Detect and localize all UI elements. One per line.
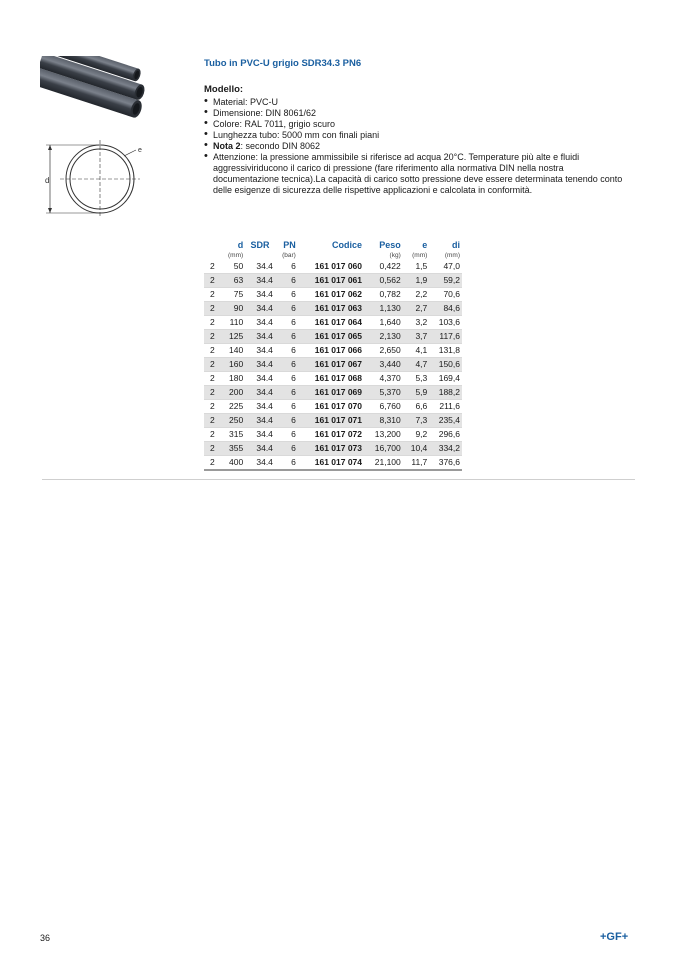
table-row [204, 372, 462, 386]
cell-sdr: 34.4 [245, 330, 275, 344]
cell-sdr: 34.4 [245, 302, 275, 316]
cell-di: 70,6 [429, 288, 462, 302]
cell-code: 161 017 070 [298, 400, 364, 414]
spec-bullet-item [204, 97, 624, 108]
cell-code: 161 017 073 [298, 442, 364, 456]
product-title: Tubo in PVC-U grigio SDR34.3 PN6 [204, 58, 362, 69]
cell-di: 296,6 [429, 428, 462, 442]
cell-d: 90 [220, 302, 245, 316]
cell-d: 75 [220, 288, 245, 302]
cell-n: 2 [204, 316, 220, 330]
cell-d: 180 [220, 372, 245, 386]
table-row [204, 330, 462, 344]
unit-e: (mm) [412, 252, 428, 259]
spec-bullet-text: : secondo DIN 8062 [240, 141, 321, 151]
cell-pn: 6 [275, 344, 298, 358]
cell-sdr: 34.4 [245, 442, 275, 456]
cell-pn: 6 [275, 302, 298, 316]
cell-code: 161 017 074 [298, 456, 364, 471]
cell-code: 161 017 064 [298, 316, 364, 330]
cell-weight: 2,130 [364, 330, 403, 344]
cell-sdr: 34.4 [245, 456, 275, 471]
cell-di: 334,2 [429, 442, 462, 456]
cell-e: 7,3 [403, 414, 430, 428]
col-header-d: d [237, 240, 244, 250]
cell-e: 2,2 [403, 288, 430, 302]
cell-n: 2 [204, 428, 220, 442]
cell-weight: 16,700 [364, 442, 403, 456]
cell-di: 59,2 [429, 274, 462, 288]
table-row [204, 316, 462, 330]
spec-bullet-item [204, 152, 624, 196]
cell-n: 2 [204, 288, 220, 302]
cell-pn: 6 [275, 414, 298, 428]
pipe-product-image [40, 56, 148, 124]
cell-code: 161 017 062 [298, 288, 364, 302]
cell-sdr: 34.4 [245, 316, 275, 330]
cell-e: 5,9 [403, 386, 430, 400]
cell-weight: 8,310 [364, 414, 403, 428]
cell-sdr: 34.4 [245, 400, 275, 414]
cell-pn: 6 [275, 358, 298, 372]
cell-code: 161 017 063 [298, 302, 364, 316]
cell-e: 3,7 [403, 330, 430, 344]
cell-weight: 21,100 [364, 456, 403, 471]
cell-pn: 6 [275, 400, 298, 414]
cell-e: 6,6 [403, 400, 430, 414]
table-units-row [204, 251, 462, 260]
cell-code: 161 017 067 [298, 358, 364, 372]
table-row [204, 274, 462, 288]
cell-di: 235,4 [429, 414, 462, 428]
table-row [204, 442, 462, 456]
cell-d: 400 [220, 456, 245, 471]
cell-n: 2 [204, 330, 220, 344]
cell-di: 150,6 [429, 358, 462, 372]
cell-n: 2 [204, 274, 220, 288]
cell-weight: 1,130 [364, 302, 403, 316]
cell-weight: 0,422 [364, 260, 403, 274]
spec-bullet-item [204, 108, 624, 119]
cell-weight: 0,782 [364, 288, 403, 302]
cell-sdr: 34.4 [245, 372, 275, 386]
cell-sdr: 34.4 [245, 358, 275, 372]
pipe-cross-section-diagram [42, 140, 158, 218]
cell-n: 2 [204, 386, 220, 400]
spec-bullet-text: Material: PVC-U [213, 97, 279, 107]
cell-weight: 13,200 [364, 428, 403, 442]
spec-bullet-item [204, 119, 624, 130]
cell-pn: 6 [275, 372, 298, 386]
col-header-di: di [452, 240, 460, 250]
cell-code: 161 017 071 [298, 414, 364, 428]
table-row [204, 456, 462, 471]
cell-sdr: 34.4 [245, 386, 275, 400]
cell-di: 376,6 [429, 456, 462, 471]
diagram-label-e: e [138, 147, 142, 154]
cell-d: 250 [220, 414, 245, 428]
cell-n: 2 [204, 302, 220, 316]
table-row [204, 414, 462, 428]
col-header-pn: PN [283, 240, 296, 250]
unit-d: (mm) [228, 252, 244, 259]
cell-di: 84,6 [429, 302, 462, 316]
spec-bullet-text: Lunghezza tubo: 5000 mm con finali piani [213, 130, 380, 140]
cell-d: 315 [220, 428, 245, 442]
cell-d: 63 [220, 274, 245, 288]
cell-sdr: 34.4 [245, 344, 275, 358]
cell-di: 169,4 [429, 372, 462, 386]
cell-d: 125 [220, 330, 245, 344]
table-row [204, 428, 462, 442]
cell-code: 161 017 060 [298, 260, 364, 274]
cell-di: 131,8 [429, 344, 462, 358]
unit-pn: (bar) [282, 252, 296, 259]
cell-code: 161 017 065 [298, 330, 364, 344]
col-header-weight: Peso [379, 240, 401, 250]
cell-pn: 6 [275, 456, 298, 471]
spec-bullet-item [204, 130, 624, 141]
spec-bullet-text: Attenzione: la pressione ammissibile si riferisce ad acqua 20°C. Temperature più alte e fluidi aggressiviriducono il carico di pressione (fare riferimento alla normativa DIN nella nostra documentazione tecnica).La capacità di carico sotto pressione deve essere determinata tenendo conto delle esigenze di sicurezza delle rispettive applicazioni e calcolata in conformità. [213, 152, 623, 195]
diagram-label-d: d [45, 176, 50, 185]
cell-weight: 2,650 [364, 344, 403, 358]
spec-bullet-item [204, 141, 624, 152]
cell-n: 2 [204, 358, 220, 372]
cell-di: 188,2 [429, 386, 462, 400]
cell-weight: 5,370 [364, 386, 403, 400]
cell-n: 2 [204, 344, 220, 358]
cell-pn: 6 [275, 274, 298, 288]
page-number: 36 [40, 933, 51, 943]
table-row [204, 344, 462, 358]
cell-pn: 6 [275, 386, 298, 400]
cell-code: 161 017 072 [298, 428, 364, 442]
table-row [204, 260, 462, 274]
spec-bullet-text: Colore: RAL 7011, grigio scuro [213, 119, 336, 129]
cell-n: 2 [204, 414, 220, 428]
unit-di: (mm) [444, 252, 460, 259]
cell-sdr: 34.4 [245, 260, 275, 274]
cell-n: 2 [204, 400, 220, 414]
cell-n: 2 [204, 456, 220, 471]
cell-sdr: 34.4 [245, 274, 275, 288]
cell-e: 3,2 [403, 316, 430, 330]
cell-e: 11,7 [403, 456, 430, 471]
cell-pn: 6 [275, 260, 298, 274]
cell-pn: 6 [275, 288, 298, 302]
cell-code: 161 017 061 [298, 274, 364, 288]
col-header-sdr: SDR [250, 240, 270, 250]
cell-e: 1,9 [403, 274, 430, 288]
cell-code: 161 017 068 [298, 372, 364, 386]
cell-di: 211,6 [429, 400, 462, 414]
cell-d: 50 [220, 260, 245, 274]
cell-pn: 6 [275, 428, 298, 442]
cell-d: 355 [220, 442, 245, 456]
cell-weight: 1,640 [364, 316, 403, 330]
cell-e: 5,3 [403, 372, 430, 386]
col-header-e: e [422, 240, 428, 250]
cell-weight: 3,440 [364, 358, 403, 372]
cell-sdr: 34.4 [245, 428, 275, 442]
model-label: Modello: [204, 84, 244, 95]
pipe-spec-table [204, 239, 462, 471]
cell-e: 2,7 [403, 302, 430, 316]
cell-e: 1,5 [403, 260, 430, 274]
spec-bullet-list [204, 97, 624, 196]
cell-e: 10,4 [403, 442, 430, 456]
cell-pn: 6 [275, 442, 298, 456]
cell-di: 47,0 [429, 260, 462, 274]
cell-n: 2 [204, 442, 220, 456]
cell-pn: 6 [275, 330, 298, 344]
cell-d: 160 [220, 358, 245, 372]
cell-pn: 6 [275, 316, 298, 330]
section-divider [42, 479, 635, 480]
table-row [204, 288, 462, 302]
table-row [204, 302, 462, 316]
cell-sdr: 34.4 [245, 414, 275, 428]
cell-weight: 0,562 [364, 274, 403, 288]
cell-d: 200 [220, 386, 245, 400]
cell-n: 2 [204, 260, 220, 274]
cell-sdr: 34.4 [245, 288, 275, 302]
table-row [204, 358, 462, 372]
cell-e: 9,2 [403, 428, 430, 442]
cell-d: 110 [220, 316, 245, 330]
cell-weight: 6,760 [364, 400, 403, 414]
table-row [204, 386, 462, 400]
col-header-code: Codice [332, 240, 363, 250]
cell-weight: 4,370 [364, 372, 403, 386]
spec-bullet-text: Dimensione: DIN 8061/62 [213, 108, 317, 118]
cell-code: 161 017 066 [298, 344, 364, 358]
unit-weight: (kg) [389, 252, 401, 259]
gf-logo: +GF+ [600, 931, 629, 943]
cell-di: 117,6 [429, 330, 462, 344]
cell-d: 140 [220, 344, 245, 358]
cell-d: 225 [220, 400, 245, 414]
cell-e: 4,7 [403, 358, 430, 372]
cell-di: 103,6 [429, 316, 462, 330]
cell-n: 2 [204, 372, 220, 386]
table-row [204, 400, 462, 414]
cell-e: 4,1 [403, 344, 430, 358]
spec-bullet-bold: Nota 2 [213, 141, 241, 151]
cell-code: 161 017 069 [298, 386, 364, 400]
table-header-row [204, 239, 462, 251]
